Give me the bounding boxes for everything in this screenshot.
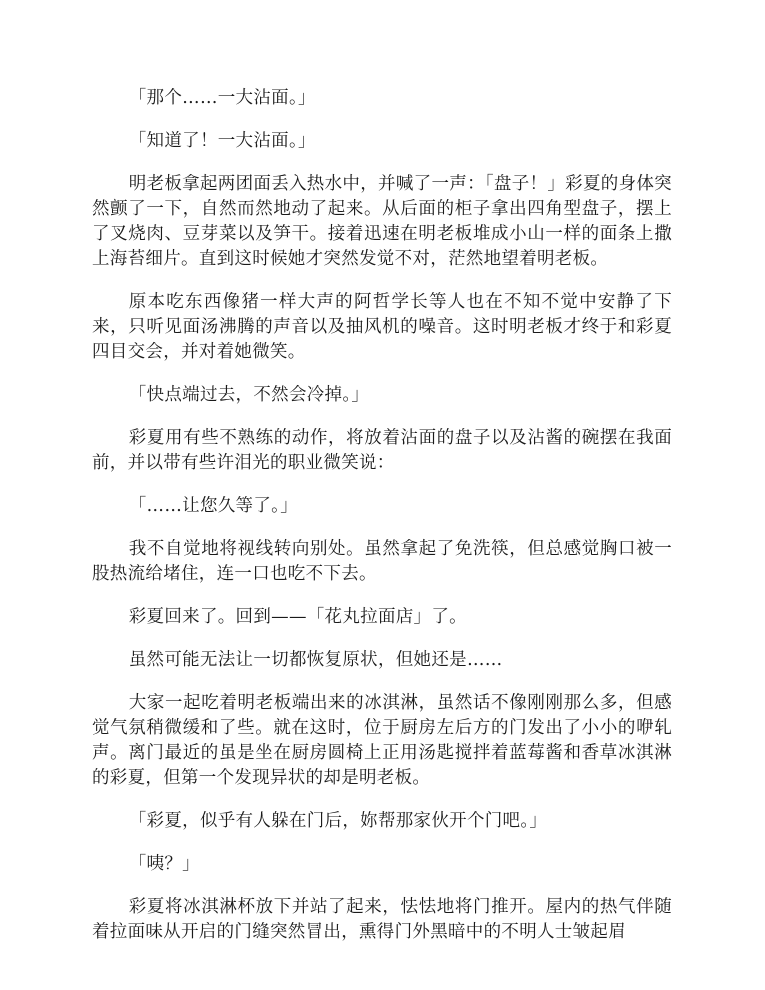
dialogue-paragraph: 「知道了！一大沾面。」 (128, 131, 316, 151)
narrative-paragraph: 我不自觉地将视线转向别处。虽然拿起了免洗筷，但总感觉胸口被一股热流给堵住，连一口也吃不下去。 (92, 539, 672, 584)
narrative-paragraph: 大家一起吃着明老板端出来的冰淇淋，虽然话不像刚刚那么多，但感觉气氛稍微缓和了些。就在这时，位于厨房左后方的门发出了小小的咿轧声。离门最近的虽是坐在厨房圆椅上正用汤匙搅拌着蓝莓酱和香草冰淇淋的彩夏，但第一个发现异状的却是明老板。 (92, 693, 672, 788)
text-body (92, 86, 672, 945)
narrative-paragraph: 彩夏将冰淇淋杯放下并站了起来，怯怯地将门推开。屋内的热气伴随着拉面味从开启的门缝突然冒出，熏得门外黑暗中的不明人士皱起眉 (92, 897, 672, 942)
dialogue-paragraph: 「咦？」 (128, 854, 200, 874)
narrative-paragraph: 虽然可能无法让一切都恢复原状，但她还是…… (128, 650, 503, 670)
dialogue-paragraph: 「……让您久等了。」 (128, 496, 298, 516)
narrative-paragraph: 原本吃东西像猪一样大声的阿哲学长等人也在不知不觉中安静了下来，只听见面汤沸腾的声音以及抽风机的噪音。这时明老板才终于和彩夏四目交会，并对着她微笑。 (92, 292, 672, 362)
narrative-paragraph: 彩夏回来了。回到——「花丸拉面店」了。 (128, 607, 467, 627)
dialogue-paragraph: 「彩夏，似乎有人躲在门后，妳帮那家伙开个门吧。」 (128, 811, 548, 831)
dialogue-paragraph: 「那个……一大沾面。」 (128, 88, 316, 108)
dialogue-paragraph: 「快点端过去，不然会冷掉。」 (128, 385, 370, 405)
narrative-paragraph: 彩夏用有些不熟练的动作，将放着沾面的盘子以及沾酱的碗摆在我面前，并以带有些许泪光的职业微笑说： (92, 428, 672, 473)
narrative-paragraph: 明老板拿起两团面丢入热水中，并喊了一声：「盘子！」彩夏的身体突然颤了一下，自然而然地动了起来。从后面的柜子拿出四角型盘子，摆上了叉烧肉、豆芽菜以及笋干。接着迅速在明老板堆成小山一样的面条上撒上海苔细片。直到这时候她才突然发觉不对，茫然地望着明老板。 (92, 174, 672, 269)
